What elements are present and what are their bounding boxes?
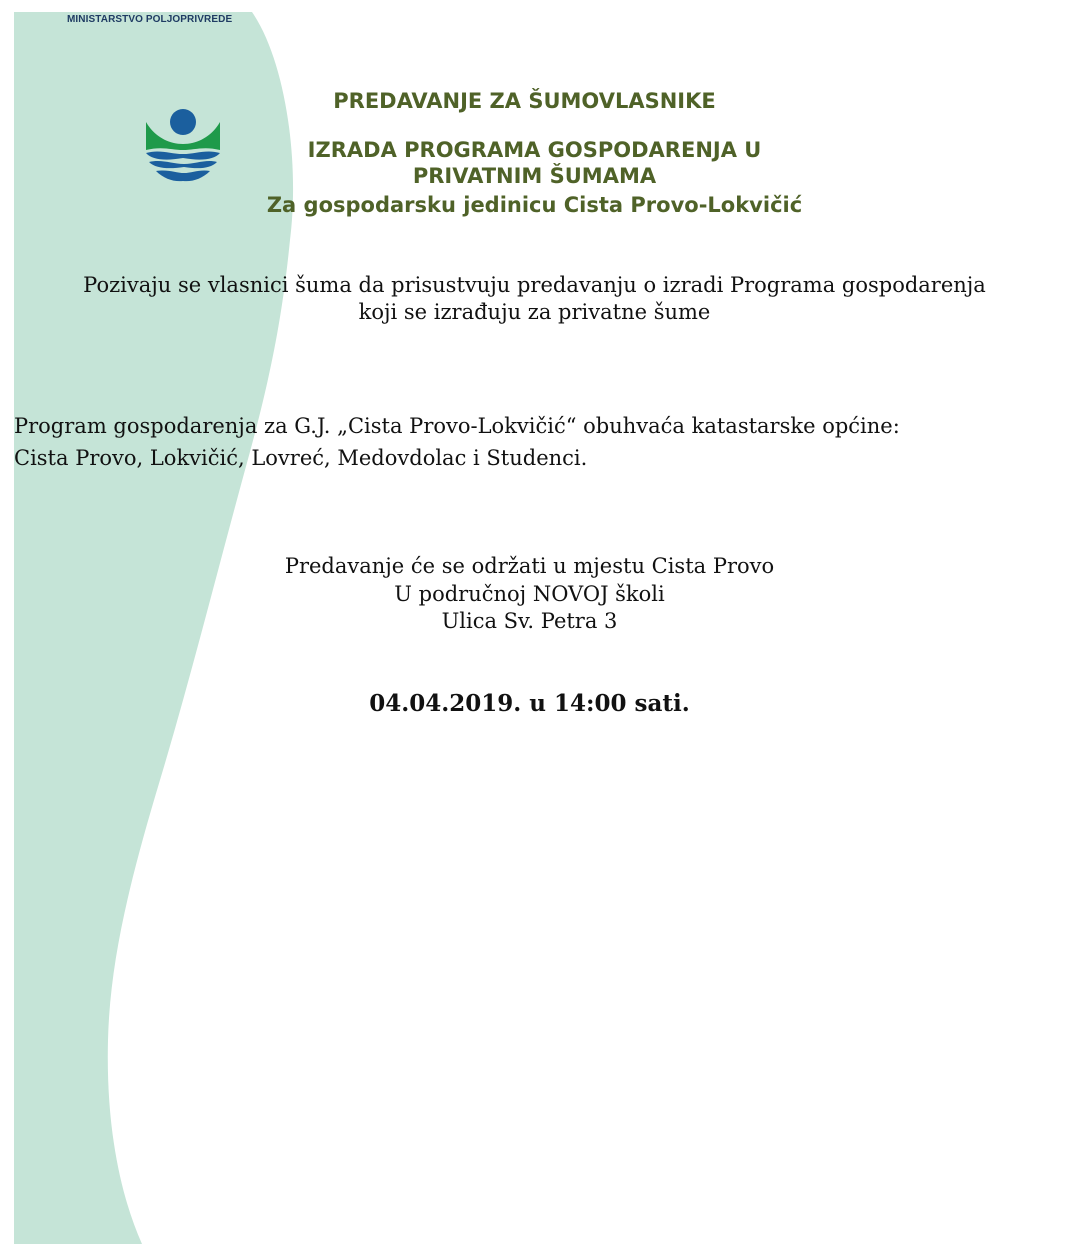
ministry-name: MINISTARSTVO POLJOPRIVREDE [67,14,233,25]
program-paragraph [14,410,1054,474]
location-line-1: Predavanje će se održati u mjestu Cista Provo [284,554,775,578]
event-datetime: 04.04.2019. u 14:00 sati. [369,690,690,717]
location-line-2: U područnoj NOVOJ školi [394,581,665,606]
program-line-2: Cista Provo, Lokvičić, Lovreć, Medovdolac i Studenci. [14,446,588,470]
program-line-1: Program gospodarenja za G.J. „Cista Provo-Lokvičić“ obuhvaća katastarske općine: [14,414,900,438]
location-block [0,553,1059,636]
page-title: PREDAVANJE ZA ŠUMOVLASNIKE [333,89,716,113]
invitation-line-1: Pozivaju se vlasnici šuma da prisustvuju predavanju o izradi Programa gospodarenja [83,273,986,297]
subtitle-line-3: Za gospodarsku jedinicu Cista Provo-Lokvičić [266,193,803,217]
invitation-line-2: koji se izrađuju za privatne šume [358,300,711,324]
subtitle-line-1: IZRADA PROGRAMA GOSPODARENJA U [307,138,762,162]
invitation-paragraph [0,272,1069,326]
location-line-3: Ulica Sv. Petra 3 [441,609,618,633]
subtitle-line-2: PRIVATNIM ŠUMAMA [412,164,657,188]
subtitle-block [0,137,1069,189]
